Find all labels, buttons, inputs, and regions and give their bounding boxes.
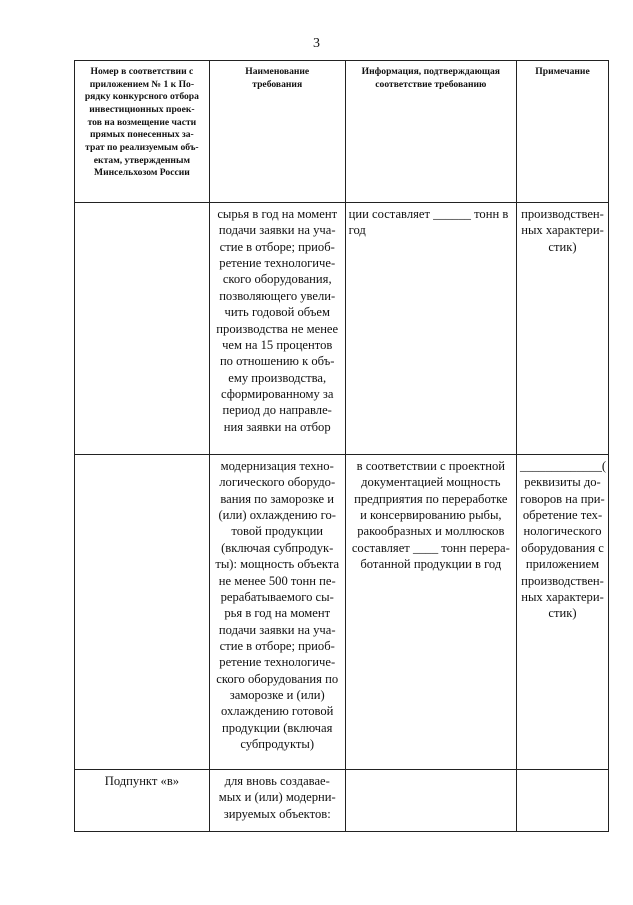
cell-line: сформированному за xyxy=(220,386,334,401)
cell-line: ты): мощность объекта xyxy=(215,557,340,572)
row-2-note xyxy=(517,455,609,770)
table-row xyxy=(75,770,609,832)
cell-line: ретение технологиче- xyxy=(219,655,336,670)
cell-line: ции составляет ______ тонн в xyxy=(348,207,509,221)
cell-line: стие в отборе; приоб- xyxy=(219,239,335,254)
cell-line: подачи заявки на уча- xyxy=(218,223,336,238)
cell-line: приложением № 1 к По- xyxy=(89,78,195,90)
row-3-information xyxy=(345,770,516,832)
cell-line: инвестиционных проек- xyxy=(89,103,195,115)
cell-line: чем на 15 процентов xyxy=(222,337,333,352)
cell-line: стик) xyxy=(548,606,577,621)
row-3-requirement xyxy=(209,770,345,832)
header-cell-note xyxy=(517,61,609,203)
row-2-requirement xyxy=(209,455,345,770)
cell-line: ных характери- xyxy=(521,589,604,604)
cell-line: соответствие требованию xyxy=(375,78,487,90)
cell-line: ского оборудования, xyxy=(222,272,332,287)
cell-line: документацией мощность xyxy=(361,475,501,490)
row-3-number xyxy=(75,770,210,832)
cell-line: чить годовой объем xyxy=(224,305,330,320)
row-1-note xyxy=(517,203,609,455)
cell-line: мых и (или) модерни- xyxy=(218,790,336,805)
cell-line: сырья в год на момент xyxy=(217,207,338,221)
cell-line: рядку конкурсного отбора xyxy=(84,91,199,103)
cell-line: производства не менее xyxy=(216,321,339,336)
cell-line: заморозке и (или) xyxy=(229,688,325,703)
cell-line: ных характери- xyxy=(521,223,604,238)
header-cell-information xyxy=(345,61,516,203)
cell-line: нологического xyxy=(523,524,602,539)
row-3-note xyxy=(517,770,609,832)
cell-line: рья в год на момент xyxy=(224,606,331,621)
header-row xyxy=(75,61,609,203)
cell-line: _____________( xyxy=(520,459,607,473)
cell-line: составляет ____ тонн перера- xyxy=(351,540,510,555)
header-cell-requirement xyxy=(209,61,345,203)
cell-line: реквизиты до- xyxy=(524,475,601,490)
cell-line: производствен- xyxy=(521,207,604,221)
cell-line: ракообразных и моллюсков xyxy=(357,524,505,539)
cell-line: ского оборудования по xyxy=(216,671,339,686)
cell-line: рерабатываемого сы- xyxy=(220,589,334,604)
cell-line: Минсельхозом России xyxy=(94,167,190,179)
cell-line: товой продукции xyxy=(231,524,324,539)
cell-line: вания по заморозке и xyxy=(220,491,335,506)
cell-line: Наименование xyxy=(245,66,310,77)
cell-line: прямых понесенных за- xyxy=(90,129,194,141)
cell-line: для вновь создавае- xyxy=(224,774,330,788)
cell-line: позволяющего увели- xyxy=(219,288,336,303)
cell-line: (или) охлаждению го- xyxy=(218,508,336,523)
table-row xyxy=(75,203,609,455)
row-2-number xyxy=(75,455,210,770)
cell-line: логического оборудо- xyxy=(219,475,336,490)
cell-line: Номер в соответствии с xyxy=(90,66,194,77)
cell-line: говоров на при- xyxy=(520,491,605,506)
cell-line: трат по реализуемым объ- xyxy=(85,141,199,153)
cell-line: Информация, подтверждающая xyxy=(361,66,500,77)
cell-line: субпродукты) xyxy=(240,737,315,752)
cell-line: стик) xyxy=(548,239,577,254)
row-1-requirement xyxy=(209,203,345,455)
cell-line: модернизация техно- xyxy=(220,459,334,473)
cell-line: обретение тех- xyxy=(522,508,603,523)
cell-line: производствен- xyxy=(521,573,604,588)
cell-line: и консервированию рыбы, xyxy=(360,508,502,523)
cell-line: Примечание xyxy=(535,66,590,77)
row-1-information xyxy=(345,203,516,455)
cell-line: оборудования с xyxy=(521,540,604,555)
cell-line: ектам, утвержденным xyxy=(93,154,190,166)
requirements-table xyxy=(74,60,609,832)
cell-line: ния заявки на отбор xyxy=(223,419,331,434)
table-row xyxy=(75,455,609,770)
page-number: 3 xyxy=(313,36,320,51)
cell-line: подачи заявки на уча- xyxy=(218,622,336,637)
cell-line: стие в отборе; приоб- xyxy=(219,638,335,653)
cell-line: ботанной продукции в год xyxy=(360,557,502,572)
cell-line: требования xyxy=(252,78,303,90)
cell-line: ему производства, xyxy=(228,370,327,385)
cell-line: тов на возмещение части xyxy=(87,116,197,128)
cell-line: год xyxy=(348,223,366,238)
cell-line: охлаждению готовой xyxy=(221,704,334,719)
cell-line: по отношению к объ- xyxy=(219,354,335,369)
cell-line: не менее 500 тонн пе- xyxy=(218,573,336,588)
cell-line: период до направле- xyxy=(222,403,332,418)
header-cell-number xyxy=(75,61,210,203)
row-2-information xyxy=(345,455,516,770)
cell-line: предприятия по переработке xyxy=(354,491,508,506)
cell-line: продукции (включая xyxy=(222,720,333,735)
row-1-number xyxy=(75,203,210,455)
cell-line: зируемых объектов: xyxy=(223,806,331,821)
cell-line: в соответствии с проектной xyxy=(356,459,506,473)
cell-line: приложением xyxy=(525,557,600,572)
cell-line: (включая субпродук- xyxy=(221,540,334,555)
cell-line: ретение технологиче- xyxy=(219,256,336,271)
cell-line: Подпункт «в» xyxy=(104,774,180,788)
